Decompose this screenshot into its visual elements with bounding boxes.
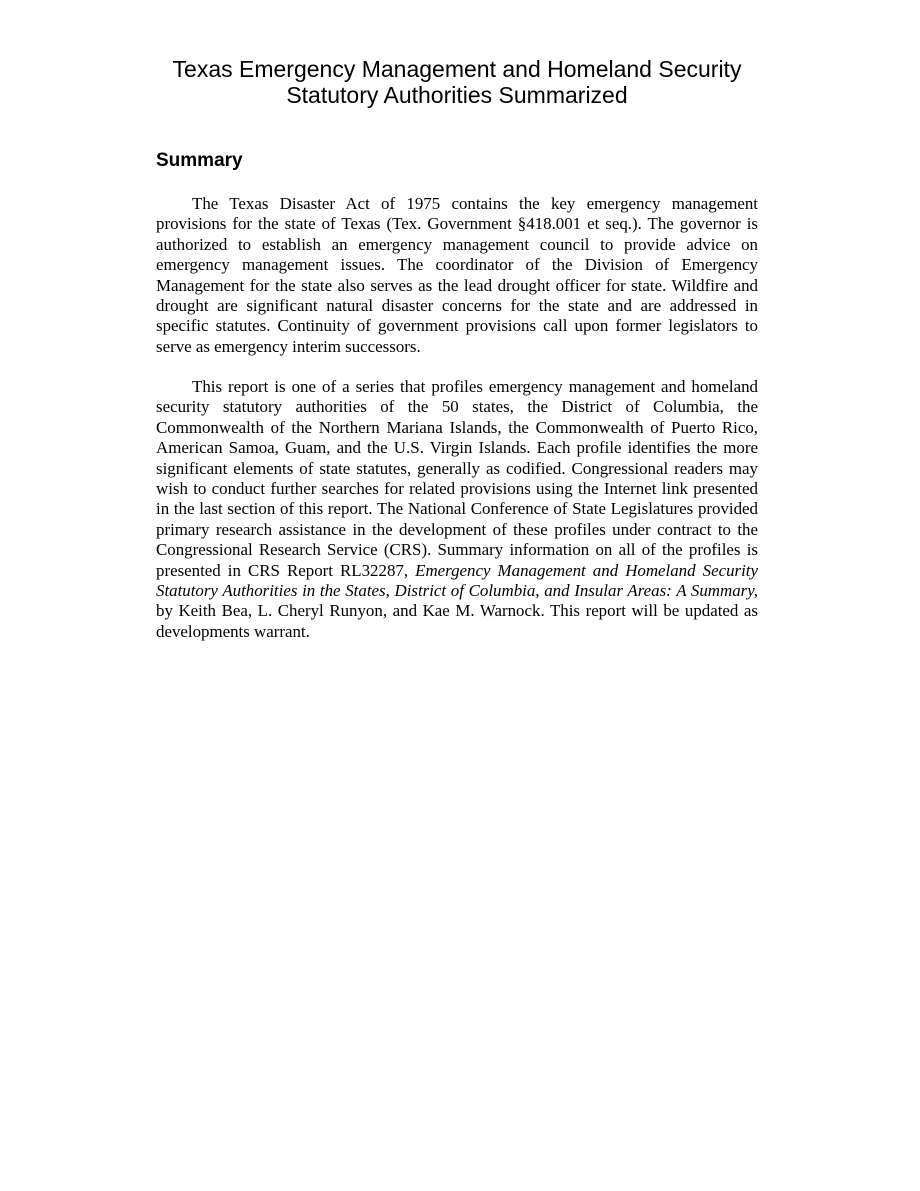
- summary-paragraph-1: The Texas Disaster Act of 1975 contains the key emergency management provisions for the state of Texas (Tex. Government §418.001 et seq.). The governor is authorized to establish an emergency management council to provide advice on emergency management issues. The coordinator of the Division of Emergency Management for the state also serves as the lead drought officer for state. Wildfire and drought are significant natural disaster concerns for the state and are addressed in specific statutes. Continuity of government provisions call upon former legislators to serve as emergency interim successors.: [156, 194, 758, 356]
- paragraph-2-text-start: This report is one of a series that profiles emergency management and homeland security statutory authorities of the 50 states, the District of Columbia, the Commonwealth of the Northern Mariana Islands, the Commonwealth of Puerto Rico, American Samoa, Guam, and the U.S. Virgin Islands. Each profile identifies the more significant elements of state statutes, generally as codified. Congressional readers may wish to conduct further searches for related provisions using the Internet link presented in the last section of this report. The National Conference of State Legislatures provided primary research assistance in the development of these profiles under contract to the Congressional Research Service (CRS). Summary information on all of the profiles is presented in CRS Report RL32287,: [156, 377, 758, 580]
- document-title: [156, 56, 758, 108]
- title-line-1: Texas Emergency Management and Homeland Security: [172, 56, 742, 82]
- paragraph-2-text-end: by Keith Bea, L. Cheryl Runyon, and Kae M. Warnock. This report will be updated as developments warrant.: [156, 601, 758, 641]
- document-page: [156, 56, 758, 641]
- summary-paragraph-2: [156, 377, 758, 642]
- section-heading: Summary: [156, 150, 243, 171]
- report-title-italic: Emergency Management and Homeland Security Statutory Authorities in the States, District of Columbia, and Insular Areas: A Summary,: [156, 560, 758, 601]
- title-line-2: Statutory Authorities Summarized: [286, 82, 628, 108]
